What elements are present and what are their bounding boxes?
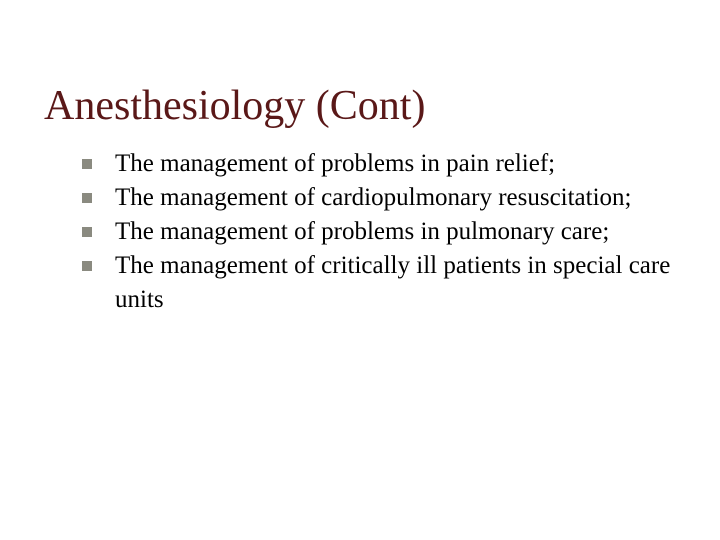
bullet-text: The management of cardiopulmonary resuscitation; xyxy=(115,184,632,211)
slide-title: Anesthesiology (Cont) xyxy=(44,83,426,129)
square-bullet-icon xyxy=(82,227,92,237)
list-item xyxy=(82,181,692,215)
bullet-list xyxy=(82,147,692,317)
bullet-text: The management of problems in pulmonary care; xyxy=(115,218,610,245)
square-bullet-icon xyxy=(82,159,92,169)
list-item xyxy=(82,249,692,317)
square-bullet-icon xyxy=(82,193,92,203)
list-item xyxy=(82,215,692,249)
bullet-text: The management of problems in pain relief; xyxy=(115,150,556,177)
bullet-text: The management of critically ill patients in special care units xyxy=(115,252,671,313)
list-item xyxy=(82,147,692,181)
square-bullet-icon xyxy=(82,261,92,271)
